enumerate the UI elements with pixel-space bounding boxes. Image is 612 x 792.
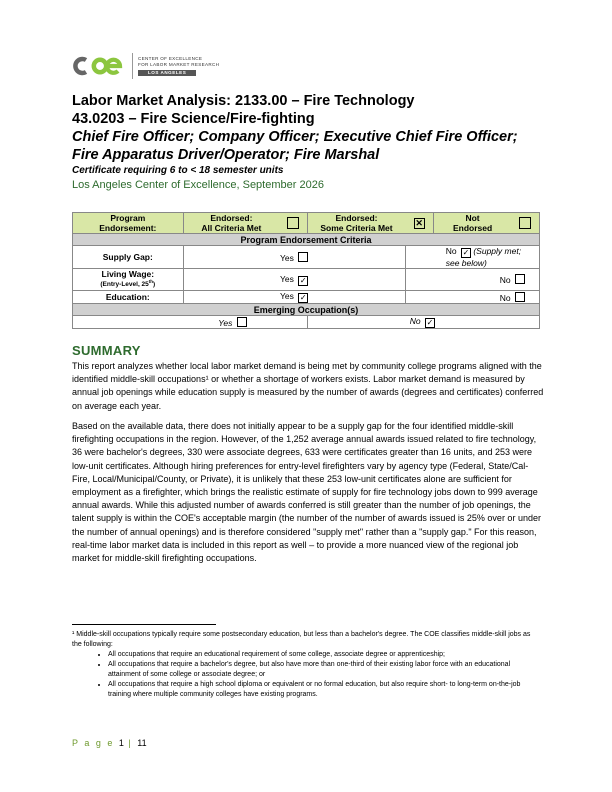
- emerging-no-label: No: [409, 316, 421, 327]
- emerging-header: Emerging Occupation(s): [73, 304, 540, 316]
- living-wage-yes-cell: [183, 269, 405, 291]
- option-not-checkbox[interactable]: [519, 217, 531, 229]
- emerging-yes-cell: [73, 316, 308, 329]
- page-sep: |: [128, 738, 133, 748]
- living-wage-no-checkbox[interactable]: [515, 274, 525, 284]
- supply-gap-no-checkbox-checked[interactable]: ✓: [462, 248, 470, 257]
- title-block: [72, 92, 552, 193]
- page-total: 11: [137, 738, 147, 748]
- education-yes-cell: [183, 291, 405, 304]
- occupations-line-1: Chief Fire Officer; Company Officer; Executive Chief Fire Officer;: [72, 129, 518, 145]
- endorsement-label-a: Program: [110, 213, 146, 223]
- footnote: [72, 630, 542, 700]
- education-label: Education:: [73, 291, 184, 304]
- supply-gap-label: Supply Gap:: [73, 246, 184, 269]
- page-label: P a g e: [72, 738, 115, 748]
- endorsement-table: [72, 212, 540, 329]
- education-no-checkbox[interactable]: [515, 292, 525, 302]
- living-wage-no-label: No: [499, 275, 511, 286]
- criteria-header: Program Endorsement Criteria: [73, 234, 540, 246]
- emerging-yes-label: Yes: [218, 317, 233, 328]
- living-wage-label: Living Wage:: [101, 269, 155, 279]
- report-title: Labor Market Analysis: 2133.00 – Fire Technology: [72, 93, 415, 109]
- logo-text: [138, 56, 219, 76]
- coe-logo-mark: [72, 55, 128, 77]
- education-yes-checkbox-checked[interactable]: ✓: [299, 293, 307, 303]
- option-all-line1: Endorsed:: [210, 213, 253, 223]
- endorsement-label: [73, 213, 184, 234]
- option-some-criteria: [307, 213, 405, 234]
- emerging-row: [73, 316, 540, 329]
- option-some-line1: Endorsed:: [335, 213, 378, 223]
- logo-line2: FOR LABOR MARKET RESEARCH: [138, 62, 220, 67]
- report-subtitle: 43.0203 – Fire Science/Fire-fighting: [72, 111, 315, 127]
- endorsement-row: [73, 213, 540, 234]
- supply-gap-note: (Supply met; see below): [445, 246, 522, 268]
- living-wage-label-cell: [73, 269, 184, 291]
- logo-line1: CENTER OF EXCELLENCE: [138, 56, 203, 61]
- education-yes-label: Yes: [280, 291, 294, 302]
- option-not-line1: Not: [465, 213, 480, 223]
- emerging-no-checkbox-checked[interactable]: ✓: [426, 318, 434, 328]
- option-all-checkbox[interactable]: [287, 217, 299, 229]
- page-current: 1: [118, 738, 124, 748]
- coe-logo: [72, 52, 219, 80]
- logo-divider: [132, 53, 133, 79]
- summary-paragraph-1: This report analyzes whether local labor market demand is being met by community college programs aligned with the identified middle-skill occupations¹ or whether a shortage of workers exists. Labor market demand is measured by annual job openings while education supply is measured by the number of awards (degrees and certificates) conferred on average each year.: [72, 361, 544, 411]
- certificate-line: Certificate requiring 6 to < 18 semester units: [72, 165, 284, 176]
- education-no-cell: [405, 291, 539, 304]
- living-wage-yes-label: Yes: [280, 273, 294, 284]
- supply-gap-yes-cell: [183, 246, 405, 269]
- option-all-line2: All Criteria Met: [201, 223, 262, 233]
- footnote-rule: [72, 624, 216, 625]
- option-some-checkbox-cell: [405, 213, 433, 234]
- option-not-checkbox-cell: [511, 213, 539, 234]
- page-number: [72, 738, 147, 748]
- option-all-criteria: [183, 213, 279, 234]
- option-some-line2: Some Criteria Met: [320, 223, 393, 233]
- option-not-line2: Endorsed: [452, 223, 493, 233]
- occupations-line-2: Fire Apparatus Driver/Operator; Fire Marshal: [72, 147, 380, 163]
- footnote-item: • All occupations that require an educational requirement of some college, associate degree or apprenticeship;: [108, 650, 542, 660]
- emerging-yes-checkbox[interactable]: [237, 317, 247, 327]
- option-all-checkbox-cell: [279, 213, 307, 234]
- summary-paragraph-2: Based on the available data, there does not initially appear to be a supply gap for the four identified middle-skill firefighting occupations in the region. However, of the 1,252 average annual awards issued related to fire technology, 36 were bachelor's degrees, 330 were associate degrees, 633 were certificates greater than 16 units, and 253 were low-unit certificates. Although hiring preferences for entry-level firefighters vary by agency type (Federal, State/Cal-Fire, Local/Municipal/County, or Private), it is unlikely that these 253 low-unit certificates alone are sufficient for employment as a firefighter, which brings the realistic estimate of supply for fire technology jobs down to 999 average annual awards. While this adjusted number of awards conferred is still greater than the number of job openings, the talent supply is within the COE's acceptable margin (the number of the number of awards issued is 25% over or under the number of annual openings) and is therefore considered "supply met" rather than a "supply gap." For this reason, real-time labor market data is included in this report as well – to provide a more nuanced view of the regional job market for middle-skill firefighting occupations.: [72, 421, 541, 564]
- criteria-row-wage: [73, 269, 540, 291]
- criteria-row-education: [73, 291, 540, 304]
- supply-gap-no-cell: [405, 246, 539, 269]
- summary-heading: SUMMARY: [72, 343, 141, 358]
- footnote-text: ¹ Middle-skill occupations typically require some postsecondary education, but less than a bachelor's degree. The COE classifies middle-skill jobs as the following:: [72, 631, 531, 648]
- criteria-row-supply: [73, 246, 540, 269]
- supply-gap-no-label: No: [445, 246, 457, 256]
- living-wage-yes-checkbox-checked[interactable]: ✓: [299, 275, 307, 285]
- emerging-no-cell: [307, 316, 539, 329]
- emerging-header-row: [73, 304, 540, 316]
- endorsement-label-b: Endorsement:: [99, 223, 157, 233]
- supply-gap-yes-label: Yes: [280, 252, 294, 263]
- logo-region: LOS ANGELES: [138, 70, 196, 76]
- footnote-item: • All occupations that require a bachelor's degree, but also have more than one-third of their existing labor force with an educational attainment of some college or associate degree; or: [108, 660, 542, 680]
- option-not-endorsed: [433, 213, 511, 234]
- living-wage-sub: (Entry-Level, 25th): [100, 279, 156, 289]
- living-wage-no-cell: [405, 269, 539, 291]
- education-no-label: No: [499, 292, 511, 303]
- criteria-header-row: [73, 234, 540, 246]
- author-date-line: Los Angeles Center of Excellence, September 2026: [72, 179, 324, 191]
- option-some-checkbox-checked[interactable]: ✕: [415, 217, 423, 228]
- footnote-item: • All occupations that require a high school diploma or equivalent or no formal education, but also require short- to long-term on-the-job training where multiple community colleges have existing programs.: [108, 680, 542, 700]
- footnote-list: [72, 650, 542, 700]
- supply-gap-yes-checkbox[interactable]: [298, 252, 308, 262]
